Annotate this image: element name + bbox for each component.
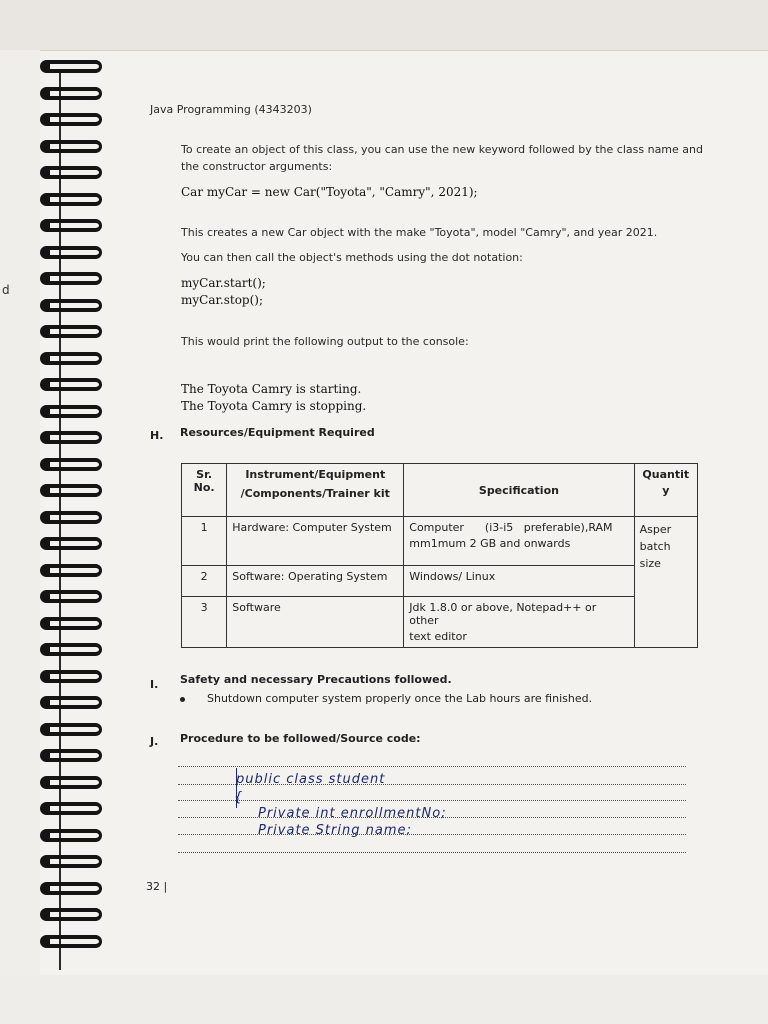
binding-coil [40, 140, 102, 153]
binding-coil [40, 378, 102, 391]
console-output-1: The Toyota Camry is starting. [181, 382, 362, 396]
section-j-title: Procedure to be followed/Source code: [180, 732, 421, 745]
section-i-letter: I. [150, 678, 159, 691]
binding-coil [40, 405, 102, 418]
console-output-2: The Toyota Camry is stopping. [181, 399, 367, 413]
binding-coil [40, 590, 102, 603]
col-quantity: Quantit y [634, 464, 697, 517]
bullet-icon [180, 697, 185, 702]
writing-line [178, 800, 686, 801]
adjacent-page-strip [0, 50, 40, 975]
table-row: 2 Software: Operating System Windows/ Linux [182, 566, 698, 597]
binding-coil [40, 564, 102, 577]
table-row: 1 Hardware: Computer System Computer (i3-i5 preferable),RAM mm1mum 2 GB and onwards Asper batch size [182, 517, 698, 566]
binding-coil [40, 617, 102, 630]
resources-table [181, 463, 698, 648]
binding-coil [40, 829, 102, 842]
section-h-letter: H. [150, 429, 164, 442]
binding-coil [40, 484, 102, 497]
writing-line [178, 766, 686, 767]
binding-coil [40, 219, 102, 232]
quantity-cell: Asper batch size [634, 517, 697, 648]
page-number: 32 | [146, 880, 168, 893]
spiral-binding [40, 60, 110, 970]
background-surface [0, 975, 768, 1024]
binding-coil [40, 935, 102, 948]
binding-coil [40, 908, 102, 921]
print-output-line: This would print the following output to the console: [181, 335, 469, 348]
binding-coil [40, 193, 102, 206]
handwritten-line-1: public class student [236, 772, 386, 787]
binding-coil [40, 696, 102, 709]
intro-line-2: the constructor arguments: [181, 160, 333, 173]
handwritten-line-2: { [234, 790, 244, 805]
binding-coil [40, 352, 102, 365]
binding-coil [40, 855, 102, 868]
binding-coil [40, 431, 102, 444]
binding-coil [40, 723, 102, 736]
handwritten-line-3: Private int enrollmentNo; [258, 806, 447, 821]
table-header-row [182, 464, 698, 517]
course-header: Java Programming (4343203) [150, 103, 312, 116]
section-i-title: Safety and necessary Precautions followed. [180, 673, 452, 686]
binding-coil [40, 299, 102, 312]
col-instrument: Instrument/Equipment /Components/Trainer kit [227, 464, 404, 517]
binding-coil [40, 882, 102, 895]
creates-line: This creates a new Car object with the make "Toyota", model "Camry", and year 2021. [181, 226, 658, 239]
writing-line [178, 834, 686, 835]
binding-coil [40, 246, 102, 259]
precaution-bullet [180, 692, 592, 705]
binding-coil [40, 511, 102, 524]
binding-coil [40, 113, 102, 126]
binding-coil [40, 325, 102, 338]
binding-coil [40, 802, 102, 815]
binding-coil [40, 537, 102, 550]
binding-coil [40, 272, 102, 285]
margin-fragment-text: d [2, 283, 10, 297]
handwritten-line-4: Private String name; [258, 823, 412, 838]
col-specification: Specification [404, 464, 634, 517]
call-methods-line: You can then call the object's methods using the dot notation: [181, 251, 523, 264]
section-h-title: Resources/Equipment Required [180, 426, 375, 439]
binding-coil [40, 776, 102, 789]
code-create-object: Car myCar = new Car("Toyota", "Camry", 2021); [181, 185, 478, 199]
col-sr: Sr. No. [182, 464, 227, 517]
section-j-letter: J. [150, 735, 159, 748]
page-top-edge [0, 50, 768, 51]
binding-coil [40, 166, 102, 179]
binding-coil [40, 458, 102, 471]
writing-line [178, 852, 686, 853]
binding-coil [40, 643, 102, 656]
intro-line-1: To create an object of this class, you can use the new keyword followed by the class name and [181, 143, 703, 156]
code-stop: myCar.stop(); [181, 293, 264, 307]
binding-coil [40, 60, 102, 73]
precaution-text: Shutdown computer system properly once the Lab hours are finished. [207, 692, 593, 705]
binding-coil [40, 87, 102, 100]
binding-coil [40, 749, 102, 762]
table-row: 3 Software Jdk 1.8.0 or above, Notepad++ or other text editor [182, 597, 698, 648]
code-start: myCar.start(); [181, 276, 266, 290]
binding-coil [40, 670, 102, 683]
